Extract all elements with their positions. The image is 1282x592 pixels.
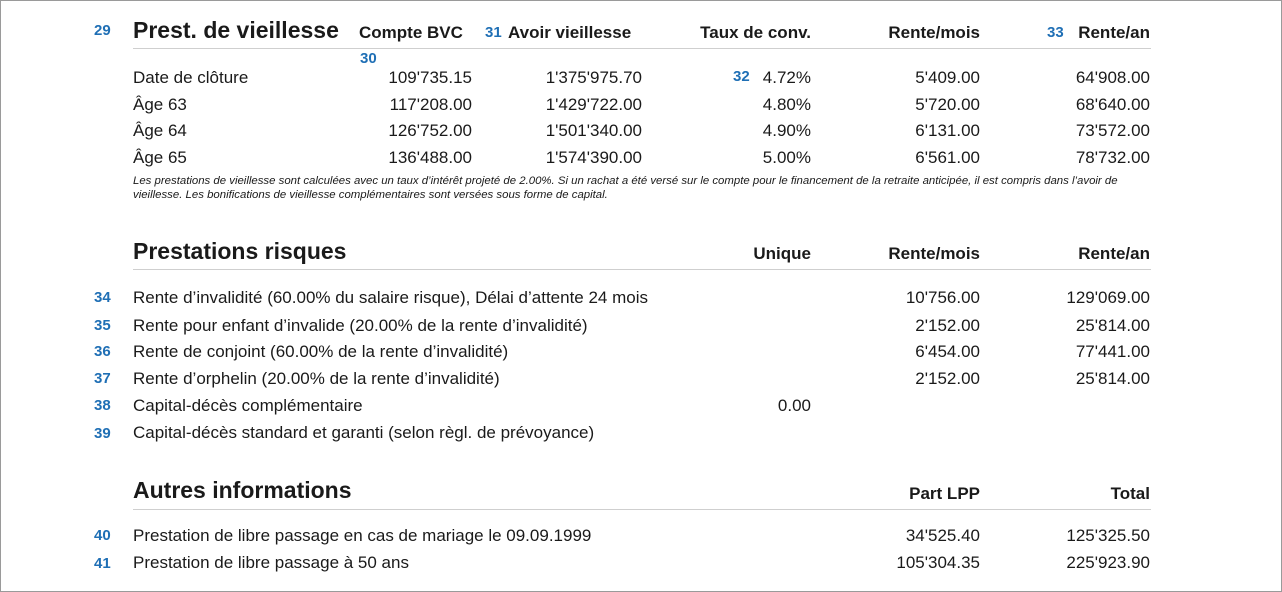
reference-number: 34 — [94, 289, 111, 306]
cell-rente-mois: 10'756.00 — [905, 288, 980, 307]
col-header-rente-an: Rente/an — [1078, 23, 1150, 42]
cell-rente-an: 129'069.00 — [1066, 288, 1150, 307]
col-header-part-lpp: Part LPP — [909, 484, 980, 503]
cell-taux-conversion: 4.90% — [762, 121, 811, 140]
col-header-rente-mois: Rente/mois — [888, 244, 980, 263]
row-label: Prestation de libre passage à 50 ans — [133, 553, 409, 572]
reference-number: 38 — [94, 397, 111, 414]
row-label: Âge 64 — [133, 121, 187, 140]
col-header-total: Total — [1110, 484, 1150, 503]
reference-number-30: 30 — [360, 50, 377, 67]
cell-rente-mois: 6'131.00 — [915, 121, 980, 140]
reference-number: 35 — [94, 317, 111, 334]
col-header-rente-an: Rente/an — [1078, 244, 1150, 263]
row-label: Capital-décès complémentaire — [133, 396, 363, 415]
col-header-compte-bvc: Compte BVC — [359, 23, 463, 42]
reference-number-29: 29 — [94, 22, 111, 39]
cell-avoir-vieillesse: 1'501'340.00 — [545, 121, 642, 140]
row-label: Date de clôture — [133, 68, 249, 87]
row-label: Prestation de libre passage en cas de mariage le 09.09.1999 — [133, 526, 592, 545]
col-header-avoir-vieillesse: Avoir vieillesse — [508, 23, 632, 42]
row-label: Rente d’orphelin (20.00% de la rente d’invalidité) — [133, 369, 500, 388]
row-label: Rente pour enfant d’invalide (20.00% de la rente d’invalidité) — [133, 316, 588, 335]
row-label: Rente d’invalidité (60.00% du salaire risque), Délai d’attente 24 mois — [133, 288, 649, 307]
cell-rente-mois: 2'152.00 — [915, 369, 980, 388]
cell-rente-an: 64'908.00 — [1075, 68, 1150, 87]
reference-number: 37 — [94, 370, 111, 387]
cell-taux-conversion: 4.72% — [762, 68, 811, 87]
cell-rente-mois: 6'454.00 — [915, 342, 980, 361]
cell-avoir-vieillesse: 1'375'975.70 — [545, 68, 642, 87]
reference-number: 36 — [94, 343, 111, 360]
col-header-unique: Unique — [753, 244, 811, 263]
header-divider — [133, 269, 1151, 270]
reference-number-31: 31 — [485, 24, 502, 41]
row-label: Capital-décès standard et garanti (selon règl. de prévoyance) — [133, 423, 595, 442]
section-title-vieillesse: Prest. de vieillesse — [133, 17, 339, 43]
cell-part-lpp: 105'304.35 — [896, 553, 980, 572]
header-divider — [133, 48, 1151, 49]
reference-number: 40 — [94, 527, 111, 544]
reference-number: 39 — [94, 425, 111, 442]
cell-compte-bvc: 117'208.00 — [389, 95, 472, 114]
cell-rente-mois: 6'561.00 — [915, 148, 980, 167]
col-header-taux-conversion: Taux de conv. — [700, 23, 811, 42]
reference-number-32: 32 — [733, 68, 750, 85]
section-title-risques: Prestations risques — [133, 238, 347, 264]
cell-unique: 0.00 — [777, 396, 811, 415]
cell-compte-bvc: 109'735.15 — [388, 68, 472, 87]
cell-rente-an: 25'814.00 — [1075, 316, 1150, 335]
cell-rente-an: 78'732.00 — [1075, 148, 1150, 167]
cell-rente-mois: 2'152.00 — [915, 316, 980, 335]
row-label: Rente de conjoint (60.00% de la rente d’invalidité) — [133, 342, 509, 361]
cell-part-lpp: 34'525.40 — [905, 526, 980, 545]
cell-total: 125'325.50 — [1066, 526, 1150, 545]
cell-compte-bvc: 136'488.00 — [388, 148, 472, 167]
footnote-vieillesse: Les prestations de vieillesse sont calculées avec un taux d’intérêt projeté de 2.00%. Si un rachat a été versé sur le compte pour le financement de la retraite anticipée, il est compris dans l’avoir de vieillesse. Les bonifications de vieillesse complémentaires sont versées sous forme de capital. — [133, 175, 1118, 201]
cell-rente-an: 73'572.00 — [1075, 121, 1150, 140]
col-header-rente-mois: Rente/mois — [888, 23, 980, 42]
section-title-autres: Autres informations — [133, 477, 352, 503]
reference-number: 41 — [94, 555, 111, 572]
cell-total: 225'923.90 — [1066, 553, 1150, 572]
cell-rente-an: 68'640.00 — [1075, 95, 1150, 114]
cell-avoir-vieillesse: 1'429'722.00 — [545, 95, 642, 114]
cell-rente-an: 25'814.00 — [1075, 369, 1150, 388]
header-divider — [133, 509, 1151, 510]
row-label: Âge 63 — [133, 95, 187, 114]
cell-taux-conversion: 5.00% — [762, 148, 811, 167]
cell-taux-conversion: 4.80% — [762, 95, 811, 114]
row-label: Âge 65 — [133, 148, 187, 167]
cell-rente-an: 77'441.00 — [1075, 342, 1150, 361]
reference-number-33: 33 — [1047, 24, 1064, 41]
cell-avoir-vieillesse: 1'574'390.00 — [545, 148, 642, 167]
cell-rente-mois: 5'409.00 — [915, 68, 980, 87]
cell-rente-mois: 5'720.00 — [915, 95, 980, 114]
cell-compte-bvc: 126'752.00 — [388, 121, 472, 140]
